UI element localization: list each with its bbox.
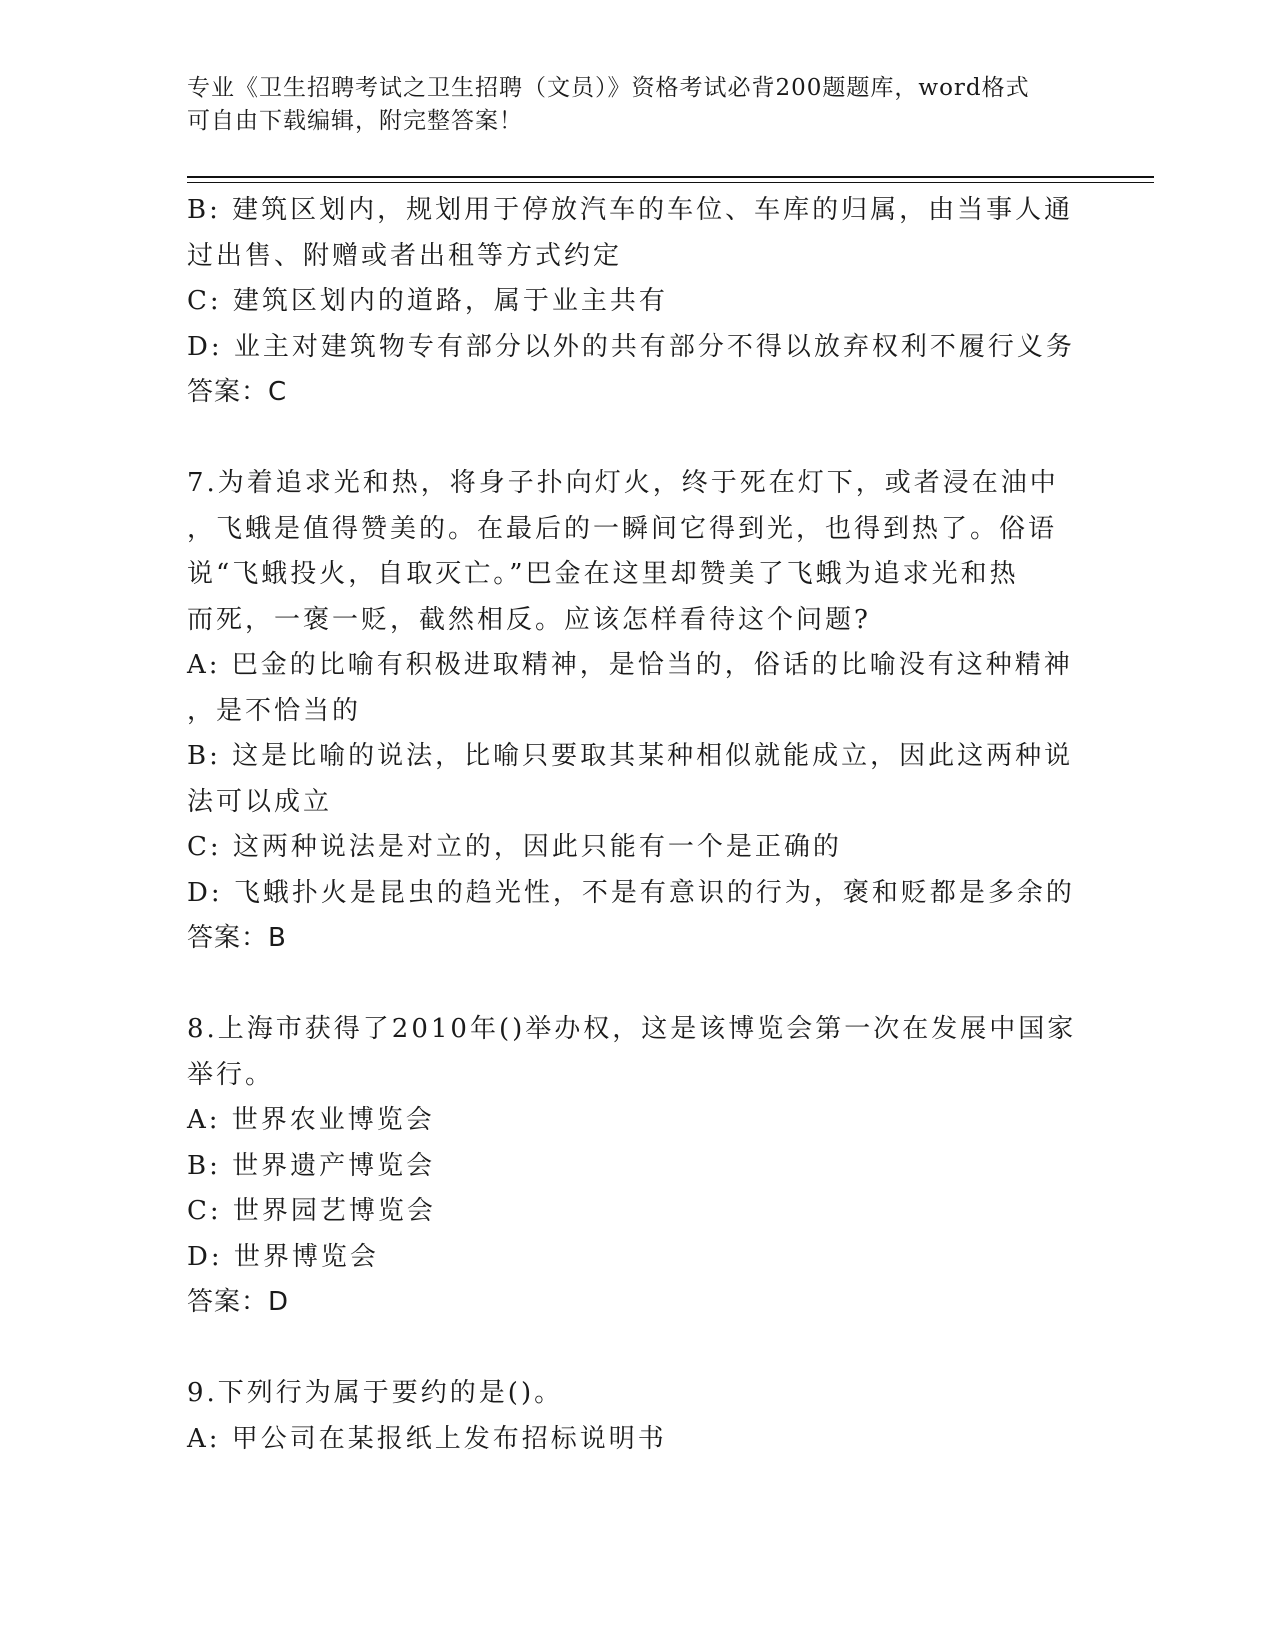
question-8 (187, 1007, 1087, 1326)
option-b-line1: B: 建筑区划内，规划用于停放汽车的车位、车库的归属，由当事人通 (187, 195, 1074, 225)
header-divider-thick (187, 176, 1154, 178)
option-b-line2: 法可以成立 (187, 786, 333, 817)
option-b-line2: 过出售、附赠或者出租等方式约定 (187, 240, 623, 271)
question-stem-line3: 说“飞蛾投火，自取灭亡。”巴金在这里却赞美了飞蛾为追求光和热 (187, 559, 1019, 589)
header-title-line1: 专业《卫生招聘考试之卫生招聘（文员）》资格考试必背200题题库，word格式 (187, 75, 1030, 101)
header-title-line2: 可自由下载编辑，附完整答案！ (187, 108, 523, 134)
question-stem: 9.下列行为属于要约的是()。 (187, 1378, 564, 1408)
answer-label: 答案：B (187, 923, 287, 953)
option-a: A: 甲公司在某报纸上发布招标说明书 (187, 1423, 667, 1454)
option-b: B: 世界遗产博览会 (187, 1150, 436, 1181)
option-c: C: 世界园艺博览会 (187, 1196, 436, 1226)
question-stem-line2: ，飞蛾是值得赞美的。在最后的一瞬间它得到光，也得到热了。俗语 (187, 513, 1058, 544)
question-spacer (187, 962, 1087, 1008)
option-c: C: 这两种说法是对立的，因此只能有一个是正确的 (187, 832, 842, 862)
option-d: D: 业主对建筑物专有部分以外的共有部分不得以放弃权利不履行义务 (187, 331, 1075, 362)
question-7 (187, 461, 1087, 962)
header-divider-thin (187, 182, 1154, 183)
question-list (187, 188, 1087, 1462)
question-stem-line2: 举行。 (187, 1059, 275, 1090)
option-a-line2: ，是不恰当的 (187, 695, 362, 726)
option-d: D: 飞蛾扑火是昆虫的趋光性，不是有意识的行为，褒和贬都是多余的 (187, 877, 1075, 908)
question-spacer (187, 1326, 1087, 1372)
option-a: A: 世界农业博览会 (187, 1105, 435, 1135)
question-9 (187, 1371, 1087, 1462)
answer-label: 答案：D (187, 1287, 290, 1317)
answer-label: 答案：C (187, 377, 288, 407)
option-a-line1: A: 巴金的比喻有积极进取精神，是恰当的，俗话的比喻没有这种精神 (187, 650, 1073, 680)
option-c: C: 建筑区划内的道路，属于业主共有 (187, 286, 668, 316)
question-6 (187, 188, 1087, 416)
question-stem-line1: 7.为着追求光和热，将身子扑向灯火，终于死在灯下，或者浸在油中 (187, 468, 1059, 498)
option-d: D: 世界博览会 (187, 1241, 379, 1272)
question-stem-line4: 而死，一褒一贬，截然相反。应该怎样看待这个问题? (187, 604, 871, 635)
option-b-line1: B: 这是比喻的说法，比喻只要取其某种相似就能成立，因此这两种说 (187, 741, 1074, 771)
document-header (187, 72, 1067, 138)
question-stem-line1: 8.上海市获得了2010年()举办权，这是该博览会第一次在发展中国家 (187, 1014, 1077, 1044)
question-spacer (187, 416, 1087, 462)
